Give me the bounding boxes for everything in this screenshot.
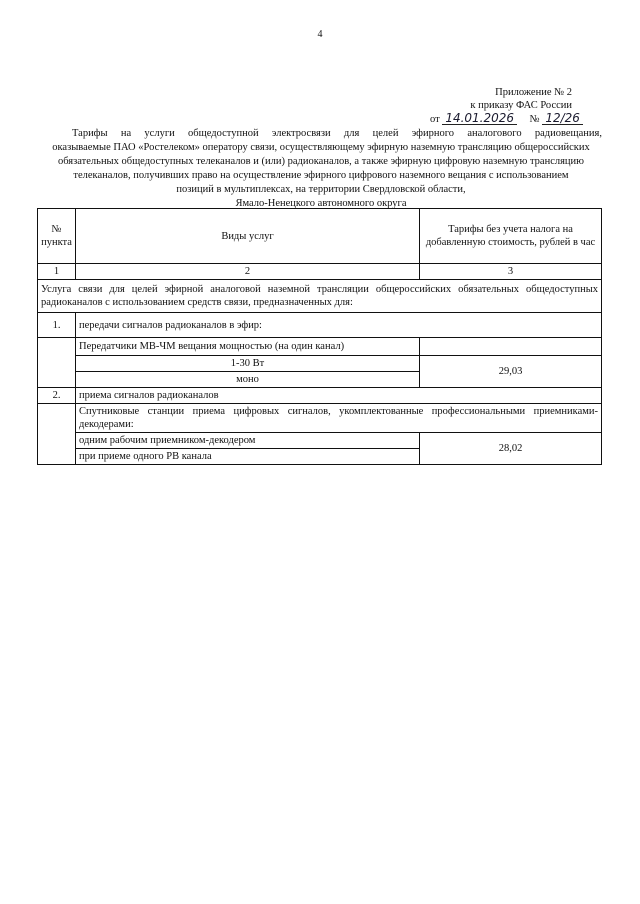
column-number: 2 [76,264,420,280]
power-value: 1-30 Вт [76,356,420,372]
table-row [38,388,602,404]
title-line: позиций в мультиплексах, на территории Свердловской области, [176,184,466,195]
title-line: обязательных общедоступных телеканалов и (или) радиоканалов, а также эфирную цифровую наземную трансляцию [57,156,585,167]
order-date: 14.01.2026 [442,112,517,125]
tariff-price: 28,02 [420,433,602,465]
table-row [38,313,602,338]
item-subtitle: Спутниковые станции приема цифровых сигналов, укомплектованные профессиональными приемниками-декодерами: [76,404,602,433]
table-row [38,404,602,433]
tariff-table [37,208,602,465]
header-services: Виды услуг [76,209,420,264]
empty-cell [38,338,76,388]
order-reference [430,112,590,125]
item-label: передачи сигналов радиоканалов в эфир: [76,313,602,338]
page-number: 4 [317,29,323,40]
section-title: Услуга связи для целей эфирной аналоговой наземной трансляции общероссийских обязательных общедоступных радиоканалов с использованием средств связи, предназначенных для: [38,280,602,313]
column-number-row [38,264,602,280]
title-line: телеканалов, получивших право на осуществление эфирного цифрового наземного вещания с использованием [73,170,569,181]
table-row [38,356,602,372]
title-line: Тарифы на услуги общедоступной электросвязи для целей эфирного аналогового радиовещания, [72,128,602,139]
column-number: 1 [38,264,76,280]
item-number: 2. [38,388,76,404]
column-number: 3 [420,264,602,280]
title-line: оказываемые ПАО «Ростелеком» оператору связи, осуществляющему эфирную наземную трансляцию общероссийских [52,142,590,153]
section-row [38,280,602,313]
header-number: № пункта [38,209,76,264]
channel-value: при приеме одного РВ канала [76,449,420,465]
appendix-subtitle: к приказу ФАС России [470,100,572,111]
mode-value: моно [76,372,420,388]
date-label: от [430,114,440,125]
document-title [40,127,602,211]
table-header-row [38,209,602,264]
tariff-price: 29,03 [420,356,602,388]
table-row [38,433,602,449]
table-row [38,338,602,356]
empty-cell [420,338,602,356]
order-number: 12/26 [542,112,583,125]
empty-cell [38,404,76,465]
receiver-value: одним рабочим приемником-декодером [76,433,420,449]
appendix-title: Приложение № 2 [495,87,572,98]
header-tariffs: Тарифы без учета налога на добавленную стоимость, рублей в час [420,209,602,264]
item-label: приема сигналов радиоканалов [76,388,602,404]
item-subtitle: Передатчики МВ-ЧМ вещания мощностью (на один канал) [76,338,420,356]
appendix-header [420,86,572,112]
title-line: Ямало-Ненецкого автономного округа [235,198,407,209]
item-number: 1. [38,313,76,338]
number-label: № [529,114,540,125]
